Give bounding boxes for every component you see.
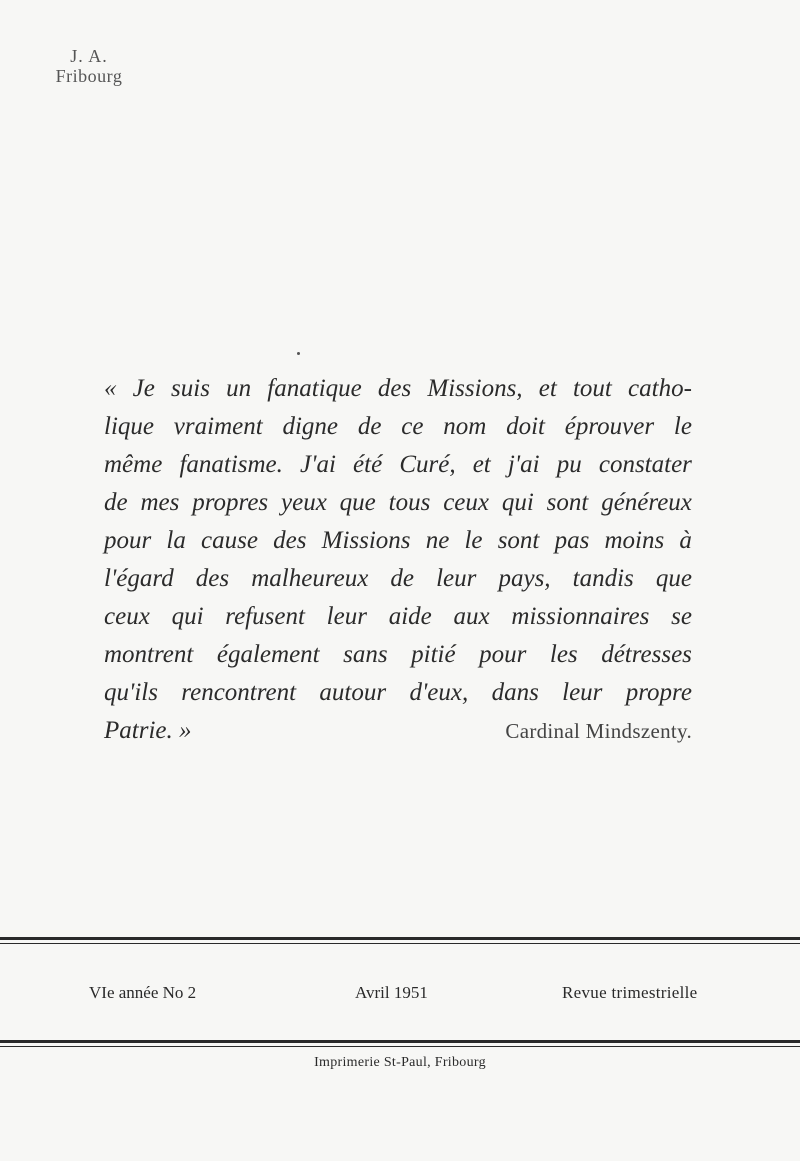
quote-line xyxy=(104,674,692,712)
quote-word: pays, xyxy=(498,565,551,592)
quote-word: et xyxy=(538,375,557,402)
quote-word: Missions, xyxy=(427,375,523,402)
divider-top xyxy=(0,937,800,940)
issue-date: Avril 1951 xyxy=(355,983,428,1002)
quote-last-line xyxy=(104,712,692,750)
quote-line xyxy=(104,636,692,674)
quote-word: ceux xyxy=(104,603,150,630)
quote-word: sans xyxy=(343,641,388,668)
quote-word: de xyxy=(390,565,415,592)
paper-speck xyxy=(297,352,300,355)
quote-word: détresses xyxy=(601,641,692,668)
printer-credit: Imprimerie St-Paul, Fribourg xyxy=(314,1055,486,1070)
quote-word: leur xyxy=(326,603,367,630)
divider-top-thin xyxy=(0,943,800,944)
quote-word: autour xyxy=(319,679,387,706)
quote-word: tout xyxy=(572,375,612,402)
stamp-place: Fribourg xyxy=(55,66,123,86)
quote-word: propres xyxy=(192,489,269,516)
quote-word: à xyxy=(679,527,692,554)
quote-word: Curé, xyxy=(399,451,456,478)
quote-word: malheureux xyxy=(251,565,369,592)
quote-word: l'égard xyxy=(104,565,174,592)
quote-word: catho- xyxy=(628,375,692,402)
quote-word: mes xyxy=(140,489,180,516)
quote-word: qui xyxy=(501,489,534,516)
quote-word: doit xyxy=(506,413,545,440)
quote-word: fanatisme. xyxy=(179,451,283,478)
quote-word: « xyxy=(104,375,117,402)
quote-word: et xyxy=(472,451,491,478)
quote-word: que xyxy=(339,489,376,516)
quote-word: Je xyxy=(132,375,155,402)
quote-word: j'ai xyxy=(507,451,540,478)
quote-word: suis xyxy=(171,375,210,402)
quote-word: sont xyxy=(497,527,540,554)
quote-word: des xyxy=(377,375,412,402)
quote-word: digne xyxy=(282,413,339,440)
quote-word: la xyxy=(166,527,186,554)
quote-line xyxy=(104,408,692,446)
quote-word: des xyxy=(195,565,230,592)
quote-word: rencontrent xyxy=(181,679,297,706)
quote-line xyxy=(104,484,692,522)
quote-word: lique xyxy=(104,413,154,440)
quote-word: qui xyxy=(171,603,204,630)
quote-line xyxy=(104,560,692,598)
quote-word: dans xyxy=(491,679,539,706)
quote-word: propre xyxy=(625,679,692,706)
quote-word: pas xyxy=(554,527,590,554)
quote-word: refusent xyxy=(225,603,305,630)
quote-word: vraiment xyxy=(173,413,263,440)
quote-word: éprouver xyxy=(564,413,655,440)
quote-word: tandis xyxy=(572,565,634,592)
quote-closing: Patrie. » xyxy=(104,717,192,744)
quote-word: des xyxy=(273,527,307,554)
divider-bottom xyxy=(0,1040,800,1043)
quote-word: aide xyxy=(388,603,432,630)
quote-word: pitié xyxy=(411,641,456,668)
quote-word: leur xyxy=(436,565,477,592)
publication-frequency: Revue trimestrielle xyxy=(562,983,698,1002)
quote-word: cause xyxy=(201,527,258,554)
quote-word: leur xyxy=(562,679,603,706)
quote-word: pu xyxy=(556,451,582,478)
quote-word: fanatique xyxy=(267,375,362,402)
issue-number: VIe année No 2 xyxy=(89,983,197,1002)
quote-line xyxy=(104,598,692,636)
quote-word: de xyxy=(357,413,382,440)
quote-word: tous xyxy=(388,489,431,516)
quote-word: le xyxy=(673,413,692,440)
quote-word: montrent xyxy=(104,641,194,668)
quote-word: été xyxy=(353,451,383,478)
quote-word: généreux xyxy=(601,489,692,516)
quote-word: que xyxy=(655,565,692,592)
quote-line xyxy=(104,370,692,408)
quote-word: ne xyxy=(425,527,450,554)
stamp xyxy=(44,46,134,86)
quote-word: pour xyxy=(479,641,527,668)
quote-word: moins xyxy=(604,527,665,554)
quote-word: de xyxy=(104,489,128,516)
stamp-initials: J. A. xyxy=(70,46,108,66)
quote-line xyxy=(104,446,692,484)
quote-word: également xyxy=(216,641,320,668)
quote-word: même xyxy=(104,451,163,478)
quote-word: un xyxy=(226,375,252,402)
quote-word: yeux xyxy=(281,489,327,516)
quote-word: le xyxy=(464,527,483,554)
quote-word: sont xyxy=(546,489,589,516)
quote-block xyxy=(104,370,692,750)
quote-word: se xyxy=(671,603,692,630)
divider-bottom-thin xyxy=(0,1046,800,1047)
quote-word: nom xyxy=(443,413,487,440)
quote-word: missionnaires xyxy=(511,603,650,630)
quote-word: Missions xyxy=(321,527,411,554)
quote-line xyxy=(104,522,692,560)
quote-word: J'ai xyxy=(300,451,336,478)
quote-word: d'eux, xyxy=(409,679,469,706)
quote-word: les xyxy=(549,641,578,668)
quote-word: pour xyxy=(104,527,152,554)
quote-word: ceux xyxy=(443,489,489,516)
quote-word: constater xyxy=(598,451,692,478)
quote-author: Cardinal Mindszenty. xyxy=(505,719,692,743)
quote-word: qu'ils xyxy=(104,679,158,706)
quote-word: ce xyxy=(401,413,424,440)
quote-word: aux xyxy=(453,603,490,630)
